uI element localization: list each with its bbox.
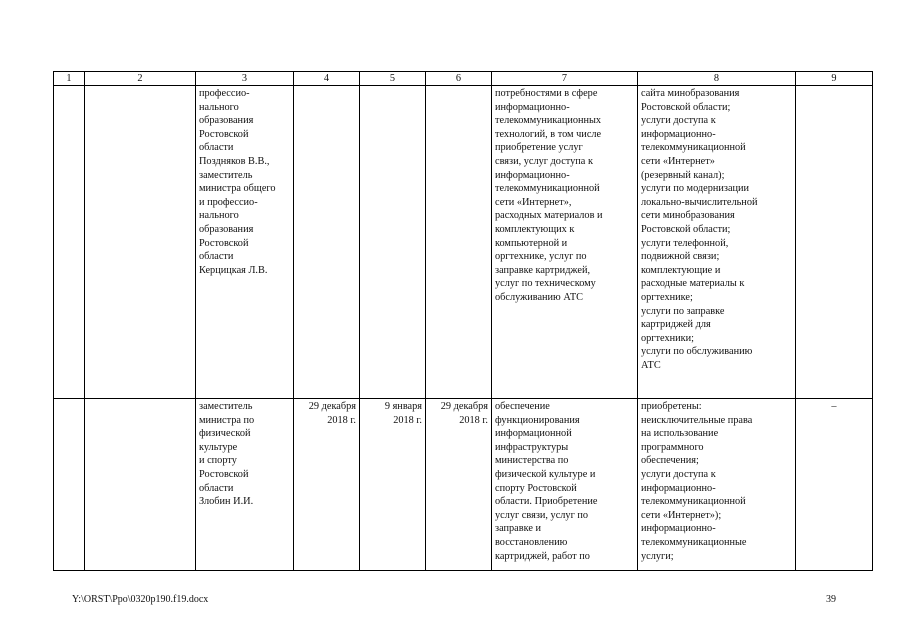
cell-planned-results: потребностями в сфере информационно- телекоммуникационных технологий, в том числе приобретение услуг связи, услуг доступа к информационно- телекоммуникационной сети «Интернет», расходных материалов и комплектующих к компьютерной и оргтехнике, услуг по заправке картриджей, услуг по техническому обслуживанию АТС bbox=[492, 86, 638, 399]
column-number: 4 bbox=[294, 72, 360, 86]
column-number: 7 bbox=[492, 72, 638, 86]
table-row bbox=[54, 399, 873, 571]
cell-name bbox=[85, 399, 196, 571]
column-number: 9 bbox=[796, 72, 873, 86]
cell-actual-start-date: 9 января 2018 г. bbox=[360, 399, 426, 571]
table-row bbox=[54, 86, 873, 399]
cell-actual-results: приобретены: неисключительные права на использование программного обеспечения; услуги доступа к информационно- телекоммуникационной сети «Интернет»); информационно- телекоммуникационные услуги; bbox=[638, 399, 796, 571]
column-number: 5 bbox=[360, 72, 426, 86]
cell-number bbox=[54, 86, 85, 399]
cell-responsible: заместитель министра по физической культуре и спорту Ростовской области Злобин И.И. bbox=[196, 399, 294, 571]
page-number: 39 bbox=[826, 594, 836, 605]
header-row bbox=[54, 72, 873, 86]
cell-actual-results: сайта минобразования Ростовской области; услуги доступа к информационно- телекоммуникационной сети «Интернет» (резервный канал); услуги по модернизации локально-вычислительной сети минобразования Ростовской области; услуги телефонной, подвижной связи; комплектующие и расходные материалы к оргтехнике; услуги по заправке картриджей для оргтехники; услуги по обслуживанию АТС bbox=[638, 86, 796, 399]
column-number: 2 bbox=[85, 72, 196, 86]
footer-file-path: Y:\ORST\Ppo\0320p190.f19.docx bbox=[72, 594, 209, 605]
column-number: 8 bbox=[638, 72, 796, 86]
cell-name bbox=[85, 86, 196, 399]
cell-problems: – bbox=[796, 399, 873, 571]
cell-responsible: профессио- нального образования Ростовской области Поздняков В.В., заместитель министра общего и профессио- нального образования Ростовской области Керцицкая Л.В. bbox=[196, 86, 294, 399]
cell-problems bbox=[796, 86, 873, 399]
cell-planned-end-date: 29 декабря 2018 г. bbox=[294, 399, 360, 571]
cell-planned-results: обеспечение функционирования информационной инфраструктуры министерства по физической культуре и спорту Ростовской области. Приобретение услуг связи, услуг по заправке и восстановлению картриджей, работ по bbox=[492, 399, 638, 571]
cell-actual-start-date bbox=[360, 86, 426, 399]
cell-actual-end-date: 29 декабря 2018 г. bbox=[426, 399, 492, 571]
column-number: 1 bbox=[54, 72, 85, 86]
column-number: 3 bbox=[196, 72, 294, 86]
column-number: 6 bbox=[426, 72, 492, 86]
cell-actual-end-date bbox=[426, 86, 492, 399]
cell-number bbox=[54, 399, 85, 571]
cell-planned-end-date bbox=[294, 86, 360, 399]
document-table bbox=[53, 71, 873, 571]
